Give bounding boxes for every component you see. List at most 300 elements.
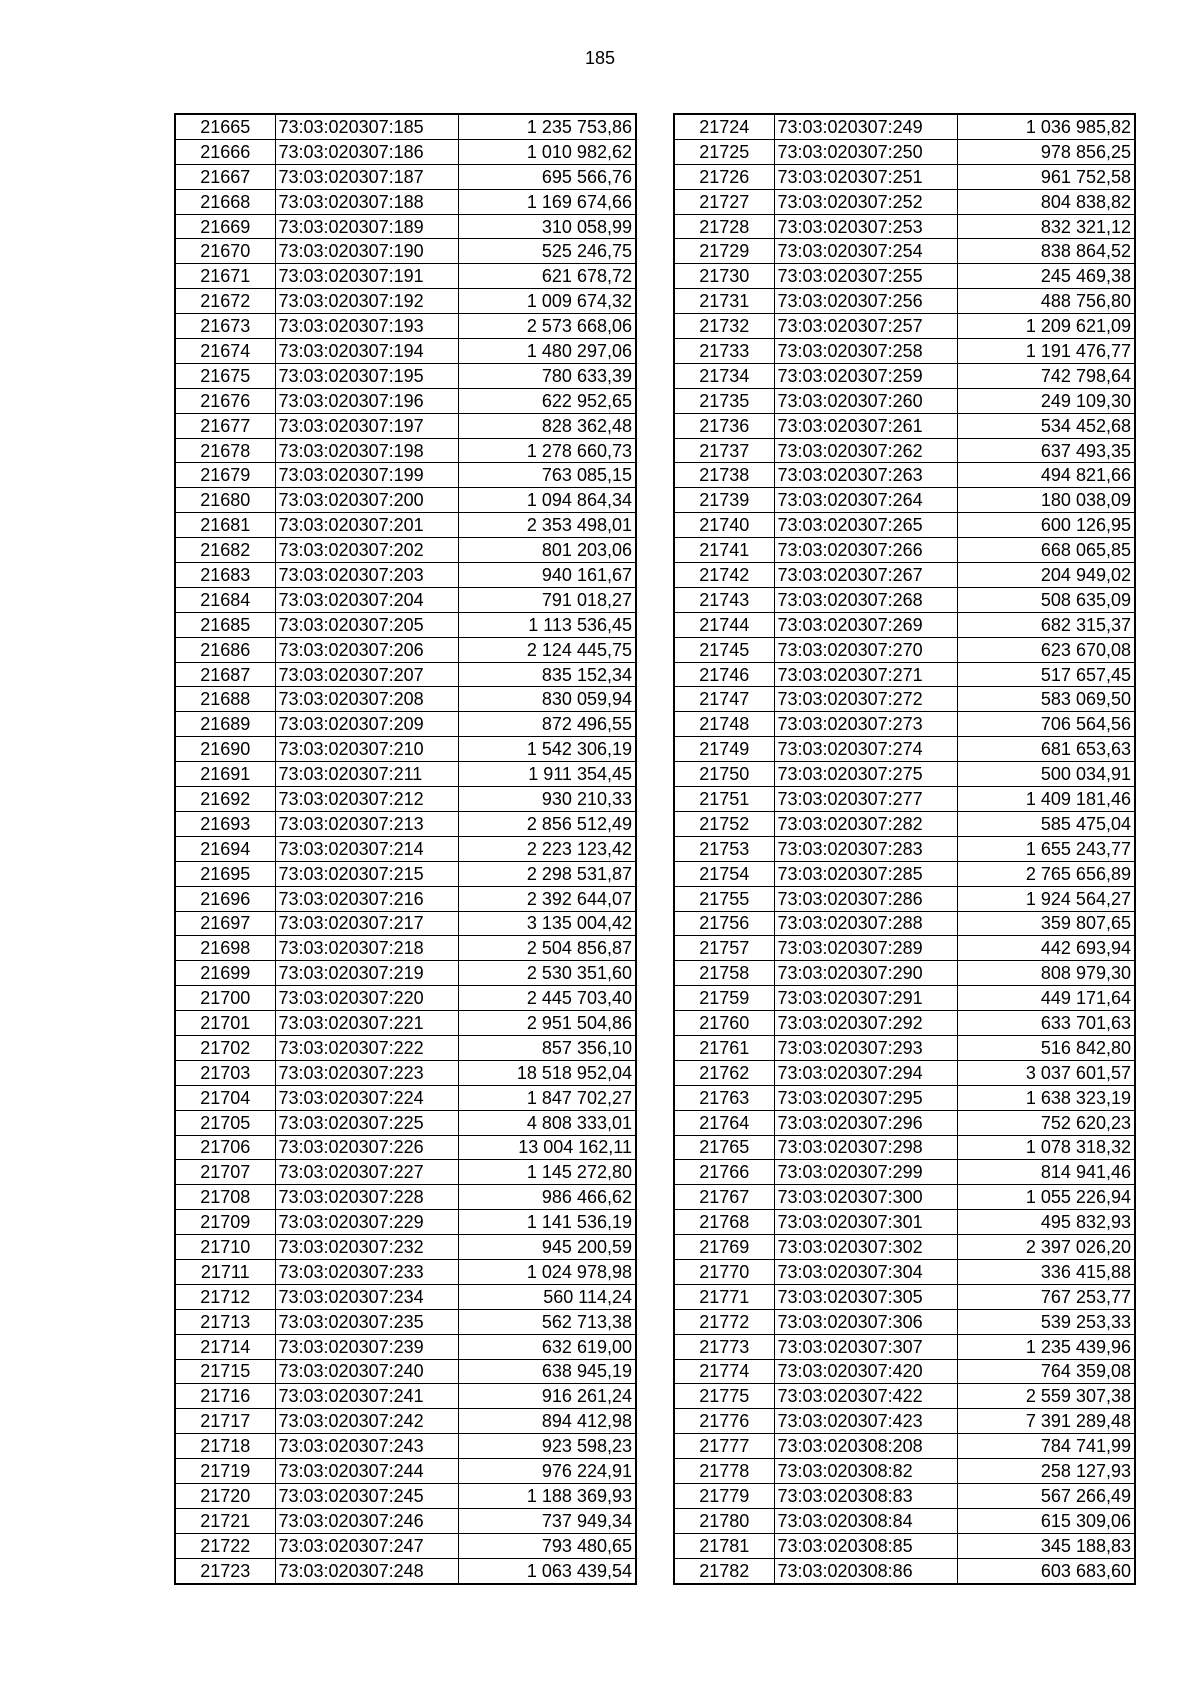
row-number-cell: 21709 xyxy=(175,1210,275,1235)
cadastral-value-cell: 633 701,63 xyxy=(957,1011,1135,1036)
cadastral-number-cell: 73:03:020307:254 xyxy=(774,239,957,264)
table-row xyxy=(175,463,636,488)
cadastral-number-cell: 73:03:020307:260 xyxy=(774,388,957,413)
cadastral-number-cell: 73:03:020307:288 xyxy=(774,911,957,936)
row-number-cell: 21666 xyxy=(175,139,275,164)
cadastral-number-cell: 73:03:020307:221 xyxy=(275,1011,458,1036)
cadastral-value-cell: 742 798,64 xyxy=(957,363,1135,388)
row-number-cell: 21769 xyxy=(674,1235,774,1260)
cadastral-number-cell: 73:03:020307:209 xyxy=(275,712,458,737)
cadastral-number-cell: 73:03:020307:214 xyxy=(275,836,458,861)
table-row xyxy=(674,811,1135,836)
row-number-cell: 21772 xyxy=(674,1309,774,1334)
cadastral-number-cell: 73:03:020307:212 xyxy=(275,787,458,812)
row-number-cell: 21740 xyxy=(674,513,774,538)
table-row xyxy=(674,1533,1135,1558)
cadastral-number-cell: 73:03:020307:245 xyxy=(275,1483,458,1508)
table-row xyxy=(175,1558,636,1583)
cadastral-number-cell: 73:03:020307:290 xyxy=(774,961,957,986)
table-row xyxy=(175,1483,636,1508)
row-number-cell: 21741 xyxy=(674,538,774,563)
cadastral-value-cell: 1 235 753,86 xyxy=(458,114,636,139)
cadastral-value-cell: 517 657,45 xyxy=(957,662,1135,687)
table-row xyxy=(175,1508,636,1533)
row-number-cell: 21670 xyxy=(175,239,275,264)
row-number-cell: 21673 xyxy=(175,314,275,339)
table-row xyxy=(674,712,1135,737)
table-row xyxy=(175,1210,636,1235)
cadastral-number-cell: 73:03:020307:286 xyxy=(774,886,957,911)
cadastral-number-cell: 73:03:020307:218 xyxy=(275,936,458,961)
cadastral-value-cell: 872 496,55 xyxy=(458,712,636,737)
cadastral-value-cell: 615 309,06 xyxy=(957,1508,1135,1533)
cadastral-value-cell: 2 573 668,06 xyxy=(458,314,636,339)
row-number-cell: 21676 xyxy=(175,388,275,413)
cadastral-value-cell: 2 353 498,01 xyxy=(458,513,636,538)
cadastral-number-cell: 73:03:020307:306 xyxy=(774,1309,957,1334)
row-number-cell: 21780 xyxy=(674,1508,774,1533)
cadastral-number-cell: 73:03:020307:220 xyxy=(275,986,458,1011)
row-number-cell: 21732 xyxy=(674,314,774,339)
row-number-cell: 21755 xyxy=(674,886,774,911)
cadastral-number-cell: 73:03:020307:293 xyxy=(774,1035,957,1060)
table-row xyxy=(175,413,636,438)
cadastral-value-cell: 2 397 026,20 xyxy=(957,1235,1135,1260)
cadastral-number-cell: 73:03:020308:86 xyxy=(774,1558,957,1583)
row-number-cell: 21726 xyxy=(674,164,774,189)
row-number-cell: 21731 xyxy=(674,289,774,314)
cadastral-value-cell: 623 670,08 xyxy=(957,637,1135,662)
cadastral-number-cell: 73:03:020307:266 xyxy=(774,538,957,563)
cadastral-number-cell: 73:03:020307:190 xyxy=(275,239,458,264)
table-row xyxy=(674,438,1135,463)
row-number-cell: 21776 xyxy=(674,1409,774,1434)
cadastral-value-cell: 835 152,34 xyxy=(458,662,636,687)
cadastral-number-cell: 73:03:020307:269 xyxy=(774,612,957,637)
row-number-cell: 21674 xyxy=(175,339,275,364)
cadastral-value-cell: 1 145 272,80 xyxy=(458,1160,636,1185)
table-row xyxy=(175,712,636,737)
row-number-cell: 21713 xyxy=(175,1309,275,1334)
cadastral-number-cell: 73:03:020307:277 xyxy=(774,787,957,812)
row-number-cell: 21719 xyxy=(175,1459,275,1484)
row-number-cell: 21705 xyxy=(175,1110,275,1135)
cadastral-number-cell: 73:03:020307:215 xyxy=(275,861,458,886)
cadastral-number-cell: 73:03:020307:420 xyxy=(774,1359,957,1384)
row-number-cell: 21668 xyxy=(175,189,275,214)
cadastral-number-cell: 73:03:020307:219 xyxy=(275,961,458,986)
cadastral-value-cell: 2 445 703,40 xyxy=(458,986,636,1011)
cadastral-value-cell: 1 036 985,82 xyxy=(957,114,1135,139)
row-number-cell: 21710 xyxy=(175,1235,275,1260)
row-number-cell: 21779 xyxy=(674,1483,774,1508)
cadastral-value-cell: 1 078 318,32 xyxy=(957,1135,1135,1160)
row-number-cell: 21750 xyxy=(674,762,774,787)
cadastral-value-cell: 7 391 289,48 xyxy=(957,1409,1135,1434)
row-number-cell: 21707 xyxy=(175,1160,275,1185)
cadastral-value-cell: 978 856,25 xyxy=(957,139,1135,164)
cadastral-value-cell: 488 756,80 xyxy=(957,289,1135,314)
cadastral-value-cell: 249 109,30 xyxy=(957,388,1135,413)
table-row xyxy=(674,488,1135,513)
row-number-cell: 21753 xyxy=(674,836,774,861)
row-number-cell: 21716 xyxy=(175,1384,275,1409)
table-row xyxy=(175,886,636,911)
table-row xyxy=(175,1160,636,1185)
table-row xyxy=(175,438,636,463)
table-row xyxy=(175,1384,636,1409)
table-row xyxy=(175,1060,636,1085)
cadastral-value-cell: 585 475,04 xyxy=(957,811,1135,836)
row-number-cell: 21675 xyxy=(175,363,275,388)
cadastral-number-cell: 73:03:020307:194 xyxy=(275,339,458,364)
row-number-cell: 21778 xyxy=(674,1459,774,1484)
cadastral-value-cell: 2 559 307,38 xyxy=(957,1384,1135,1409)
table-row xyxy=(175,1409,636,1434)
table-row xyxy=(175,314,636,339)
cadastral-table-left xyxy=(174,113,637,1585)
cadastral-value-cell: 516 842,80 xyxy=(957,1035,1135,1060)
row-number-cell: 21665 xyxy=(175,114,275,139)
cadastral-value-cell: 1 542 306,19 xyxy=(458,737,636,762)
cadastral-value-cell: 804 838,82 xyxy=(957,189,1135,214)
cadastral-number-cell: 73:03:020307:227 xyxy=(275,1160,458,1185)
cadastral-value-cell: 1 024 978,98 xyxy=(458,1259,636,1284)
table-row xyxy=(674,911,1135,936)
table-row xyxy=(175,687,636,712)
cadastral-value-cell: 1 638 323,19 xyxy=(957,1085,1135,1110)
table-row xyxy=(175,612,636,637)
table-row xyxy=(674,687,1135,712)
row-number-cell: 21728 xyxy=(674,214,774,239)
table-row xyxy=(674,762,1135,787)
table-row xyxy=(674,861,1135,886)
table-row xyxy=(674,139,1135,164)
row-number-cell: 21746 xyxy=(674,662,774,687)
row-number-cell: 21699 xyxy=(175,961,275,986)
cadastral-value-cell: 600 126,95 xyxy=(957,513,1135,538)
row-number-cell: 21718 xyxy=(175,1434,275,1459)
cadastral-value-cell: 1 094 864,34 xyxy=(458,488,636,513)
table-row xyxy=(674,1409,1135,1434)
cadastral-number-cell: 73:03:020307:271 xyxy=(774,662,957,687)
cadastral-value-cell: 894 412,98 xyxy=(458,1409,636,1434)
table-row xyxy=(175,1035,636,1060)
row-number-cell: 21691 xyxy=(175,762,275,787)
cadastral-table-right xyxy=(673,113,1136,1585)
row-number-cell: 21717 xyxy=(175,1409,275,1434)
row-number-cell: 21696 xyxy=(175,886,275,911)
table-row xyxy=(674,1284,1135,1309)
row-number-cell: 21725 xyxy=(674,139,774,164)
table-row xyxy=(674,936,1135,961)
row-number-cell: 21704 xyxy=(175,1085,275,1110)
table-row xyxy=(175,538,636,563)
row-number-cell: 21777 xyxy=(674,1434,774,1459)
cadastral-value-cell: 923 598,23 xyxy=(458,1434,636,1459)
cadastral-value-cell: 2 124 445,75 xyxy=(458,637,636,662)
row-number-cell: 21669 xyxy=(175,214,275,239)
cadastral-value-cell: 857 356,10 xyxy=(458,1035,636,1060)
cadastral-number-cell: 73:03:020307:246 xyxy=(275,1508,458,1533)
cadastral-value-cell: 508 635,09 xyxy=(957,587,1135,612)
table-row xyxy=(175,1459,636,1484)
table-row xyxy=(175,139,636,164)
cadastral-number-cell: 73:03:020307:234 xyxy=(275,1284,458,1309)
cadastral-value-cell: 1 113 536,45 xyxy=(458,612,636,637)
table-row xyxy=(674,1085,1135,1110)
table-row xyxy=(175,1359,636,1384)
cadastral-value-cell: 603 683,60 xyxy=(957,1558,1135,1583)
cadastral-number-cell: 73:03:020307:200 xyxy=(275,488,458,513)
cadastral-number-cell: 73:03:020307:195 xyxy=(275,363,458,388)
row-number-cell: 21763 xyxy=(674,1085,774,1110)
cadastral-value-cell: 359 807,65 xyxy=(957,911,1135,936)
cadastral-number-cell: 73:03:020307:255 xyxy=(774,264,957,289)
row-number-cell: 21759 xyxy=(674,986,774,1011)
cadastral-number-cell: 73:03:020307:233 xyxy=(275,1259,458,1284)
cadastral-number-cell: 73:03:020307:229 xyxy=(275,1210,458,1235)
cadastral-number-cell: 73:03:020307:196 xyxy=(275,388,458,413)
table-row xyxy=(674,886,1135,911)
row-number-cell: 21743 xyxy=(674,587,774,612)
table-row xyxy=(674,239,1135,264)
cadastral-number-cell: 73:03:020307:240 xyxy=(275,1359,458,1384)
cadastral-number-cell: 73:03:020307:268 xyxy=(774,587,957,612)
cadastral-value-cell: 534 452,68 xyxy=(957,413,1135,438)
cadastral-number-cell: 73:03:020307:307 xyxy=(774,1334,957,1359)
cadastral-value-cell: 793 480,65 xyxy=(458,1533,636,1558)
row-number-cell: 21688 xyxy=(175,687,275,712)
cadastral-number-cell: 73:03:020307:210 xyxy=(275,737,458,762)
cadastral-number-cell: 73:03:020307:204 xyxy=(275,587,458,612)
cadastral-value-cell: 583 069,50 xyxy=(957,687,1135,712)
table-row xyxy=(674,463,1135,488)
cadastral-number-cell: 73:03:020307:261 xyxy=(774,413,957,438)
table-row xyxy=(674,1110,1135,1135)
cadastral-value-cell: 258 127,93 xyxy=(957,1459,1135,1484)
row-number-cell: 21702 xyxy=(175,1035,275,1060)
cadastral-value-cell: 562 713,38 xyxy=(458,1309,636,1334)
table-row xyxy=(175,214,636,239)
cadastral-number-cell: 73:03:020307:216 xyxy=(275,886,458,911)
cadastral-number-cell: 73:03:020307:275 xyxy=(774,762,957,787)
cadastral-value-cell: 1 911 354,45 xyxy=(458,762,636,787)
cadastral-value-cell: 801 203,06 xyxy=(458,538,636,563)
row-number-cell: 21681 xyxy=(175,513,275,538)
table-row xyxy=(175,986,636,1011)
table-row xyxy=(175,1533,636,1558)
cadastral-number-cell: 73:03:020307:192 xyxy=(275,289,458,314)
row-number-cell: 21678 xyxy=(175,438,275,463)
cadastral-value-cell: 1 847 702,27 xyxy=(458,1085,636,1110)
table-row xyxy=(175,1011,636,1036)
row-number-cell: 21722 xyxy=(175,1533,275,1558)
table-row xyxy=(175,1259,636,1284)
cadastral-value-cell: 976 224,91 xyxy=(458,1459,636,1484)
cadastral-number-cell: 73:03:020307:282 xyxy=(774,811,957,836)
table-row xyxy=(175,762,636,787)
row-number-cell: 21771 xyxy=(674,1284,774,1309)
cadastral-value-cell: 764 359,08 xyxy=(957,1359,1135,1384)
row-number-cell: 21683 xyxy=(175,563,275,588)
table-row xyxy=(175,264,636,289)
cadastral-value-cell: 784 741,99 xyxy=(957,1434,1135,1459)
cadastral-number-cell: 73:03:020307:226 xyxy=(275,1135,458,1160)
row-number-cell: 21729 xyxy=(674,239,774,264)
row-number-cell: 21667 xyxy=(175,164,275,189)
cadastral-number-cell: 73:03:020307:250 xyxy=(774,139,957,164)
cadastral-value-cell: 1 169 674,66 xyxy=(458,189,636,214)
row-number-cell: 21757 xyxy=(674,936,774,961)
row-number-cell: 21748 xyxy=(674,712,774,737)
cadastral-number-cell: 73:03:020307:241 xyxy=(275,1384,458,1409)
table-row xyxy=(175,289,636,314)
row-number-cell: 21690 xyxy=(175,737,275,762)
table-row xyxy=(175,1185,636,1210)
cadastral-number-cell: 73:03:020307:228 xyxy=(275,1185,458,1210)
cadastral-number-cell: 73:03:020307:422 xyxy=(774,1384,957,1409)
row-number-cell: 21686 xyxy=(175,637,275,662)
cadastral-number-cell: 73:03:020307:217 xyxy=(275,911,458,936)
table-row xyxy=(674,538,1135,563)
row-number-cell: 21727 xyxy=(674,189,774,214)
cadastral-value-cell: 1 188 369,93 xyxy=(458,1483,636,1508)
cadastral-value-cell: 681 653,63 xyxy=(957,737,1135,762)
cadastral-number-cell: 73:03:020307:248 xyxy=(275,1558,458,1583)
cadastral-number-cell: 73:03:020307:252 xyxy=(774,189,957,214)
table-row xyxy=(175,363,636,388)
table-row xyxy=(175,1085,636,1110)
cadastral-number-cell: 73:03:020307:249 xyxy=(774,114,957,139)
cadastral-number-cell: 73:03:020307:304 xyxy=(774,1259,957,1284)
cadastral-number-cell: 73:03:020307:294 xyxy=(774,1060,957,1085)
cadastral-number-cell: 73:03:020307:185 xyxy=(275,114,458,139)
cadastral-value-cell: 668 065,85 xyxy=(957,538,1135,563)
table-row xyxy=(674,1035,1135,1060)
cadastral-value-cell: 1 655 243,77 xyxy=(957,836,1135,861)
table-row xyxy=(674,1309,1135,1334)
cadastral-number-cell: 73:03:020307:283 xyxy=(774,836,957,861)
row-number-cell: 21782 xyxy=(674,1558,774,1583)
row-number-cell: 21733 xyxy=(674,339,774,364)
row-number-cell: 21680 xyxy=(175,488,275,513)
row-number-cell: 21766 xyxy=(674,1160,774,1185)
cadastral-value-cell: 494 821,66 xyxy=(957,463,1135,488)
cadastral-value-cell: 930 210,33 xyxy=(458,787,636,812)
row-number-cell: 21708 xyxy=(175,1185,275,1210)
table-row xyxy=(674,1359,1135,1384)
cadastral-number-cell: 73:03:020307:193 xyxy=(275,314,458,339)
row-number-cell: 21689 xyxy=(175,712,275,737)
table-row xyxy=(674,413,1135,438)
row-number-cell: 21682 xyxy=(175,538,275,563)
table-row xyxy=(674,189,1135,214)
cadastral-value-cell: 828 362,48 xyxy=(458,413,636,438)
row-number-cell: 21703 xyxy=(175,1060,275,1085)
cadastral-number-cell: 73:03:020307:239 xyxy=(275,1334,458,1359)
table-row xyxy=(175,961,636,986)
table-row xyxy=(175,563,636,588)
table-row xyxy=(175,1334,636,1359)
cadastral-number-cell: 73:03:020307:242 xyxy=(275,1409,458,1434)
row-number-cell: 21734 xyxy=(674,363,774,388)
cadastral-value-cell: 204 949,02 xyxy=(957,563,1135,588)
cadastral-value-cell: 682 315,37 xyxy=(957,612,1135,637)
cadastral-value-cell: 1 009 674,32 xyxy=(458,289,636,314)
cadastral-value-cell: 2 530 351,60 xyxy=(458,961,636,986)
cadastral-number-cell: 73:03:020307:289 xyxy=(774,936,957,961)
row-number-cell: 21773 xyxy=(674,1334,774,1359)
cadastral-value-cell: 637 493,35 xyxy=(957,438,1135,463)
table-row xyxy=(674,1135,1135,1160)
row-number-cell: 21781 xyxy=(674,1533,774,1558)
table-row xyxy=(175,911,636,936)
cadastral-value-cell: 3 037 601,57 xyxy=(957,1060,1135,1085)
cadastral-value-cell: 1 924 564,27 xyxy=(957,886,1135,911)
cadastral-number-cell: 73:03:020307:225 xyxy=(275,1110,458,1135)
cadastral-number-cell: 73:03:020307:222 xyxy=(275,1035,458,1060)
row-number-cell: 21742 xyxy=(674,563,774,588)
cadastral-number-cell: 73:03:020307:291 xyxy=(774,986,957,1011)
row-number-cell: 21721 xyxy=(175,1508,275,1533)
row-number-cell: 21730 xyxy=(674,264,774,289)
table-row xyxy=(175,239,636,264)
row-number-cell: 21768 xyxy=(674,1210,774,1235)
table-row xyxy=(674,1235,1135,1260)
cadastral-value-cell: 1 191 476,77 xyxy=(957,339,1135,364)
table-row xyxy=(674,289,1135,314)
table-row xyxy=(674,1060,1135,1085)
cadastral-value-cell: 1 480 297,06 xyxy=(458,339,636,364)
row-number-cell: 21712 xyxy=(175,1284,275,1309)
cadastral-value-cell: 1 209 621,09 xyxy=(957,314,1135,339)
table-row xyxy=(175,787,636,812)
row-number-cell: 21697 xyxy=(175,911,275,936)
cadastral-value-cell: 13 004 162,11 xyxy=(458,1135,636,1160)
row-number-cell: 21695 xyxy=(175,861,275,886)
cadastral-value-cell: 632 619,00 xyxy=(458,1334,636,1359)
cadastral-number-cell: 73:03:020307:423 xyxy=(774,1409,957,1434)
cadastral-value-cell: 695 566,76 xyxy=(458,164,636,189)
table-row xyxy=(175,811,636,836)
cadastral-number-cell: 73:03:020307:203 xyxy=(275,563,458,588)
cadastral-value-cell: 2 765 656,89 xyxy=(957,861,1135,886)
cadastral-value-cell: 1 141 536,19 xyxy=(458,1210,636,1235)
cadastral-number-cell: 73:03:020307:285 xyxy=(774,861,957,886)
cadastral-number-cell: 73:03:020307:235 xyxy=(275,1309,458,1334)
cadastral-number-cell: 73:03:020308:85 xyxy=(774,1533,957,1558)
row-number-cell: 21774 xyxy=(674,1359,774,1384)
cadastral-number-cell: 73:03:020307:247 xyxy=(275,1533,458,1558)
cadastral-number-cell: 73:03:020307:265 xyxy=(774,513,957,538)
row-number-cell: 21701 xyxy=(175,1011,275,1036)
table-row xyxy=(674,836,1135,861)
cadastral-value-cell: 780 633,39 xyxy=(458,363,636,388)
cadastral-value-cell: 2 223 123,42 xyxy=(458,836,636,861)
table-row xyxy=(674,363,1135,388)
cadastral-number-cell: 73:03:020307:267 xyxy=(774,563,957,588)
cadastral-value-cell: 180 038,09 xyxy=(957,488,1135,513)
table-row xyxy=(175,936,636,961)
cadastral-number-cell: 73:03:020307:305 xyxy=(774,1284,957,1309)
row-number-cell: 21754 xyxy=(674,861,774,886)
cadastral-number-cell: 73:03:020307:205 xyxy=(275,612,458,637)
cadastral-number-cell: 73:03:020307:213 xyxy=(275,811,458,836)
cadastral-value-cell: 525 246,75 xyxy=(458,239,636,264)
row-number-cell: 21775 xyxy=(674,1384,774,1409)
row-number-cell: 21714 xyxy=(175,1334,275,1359)
